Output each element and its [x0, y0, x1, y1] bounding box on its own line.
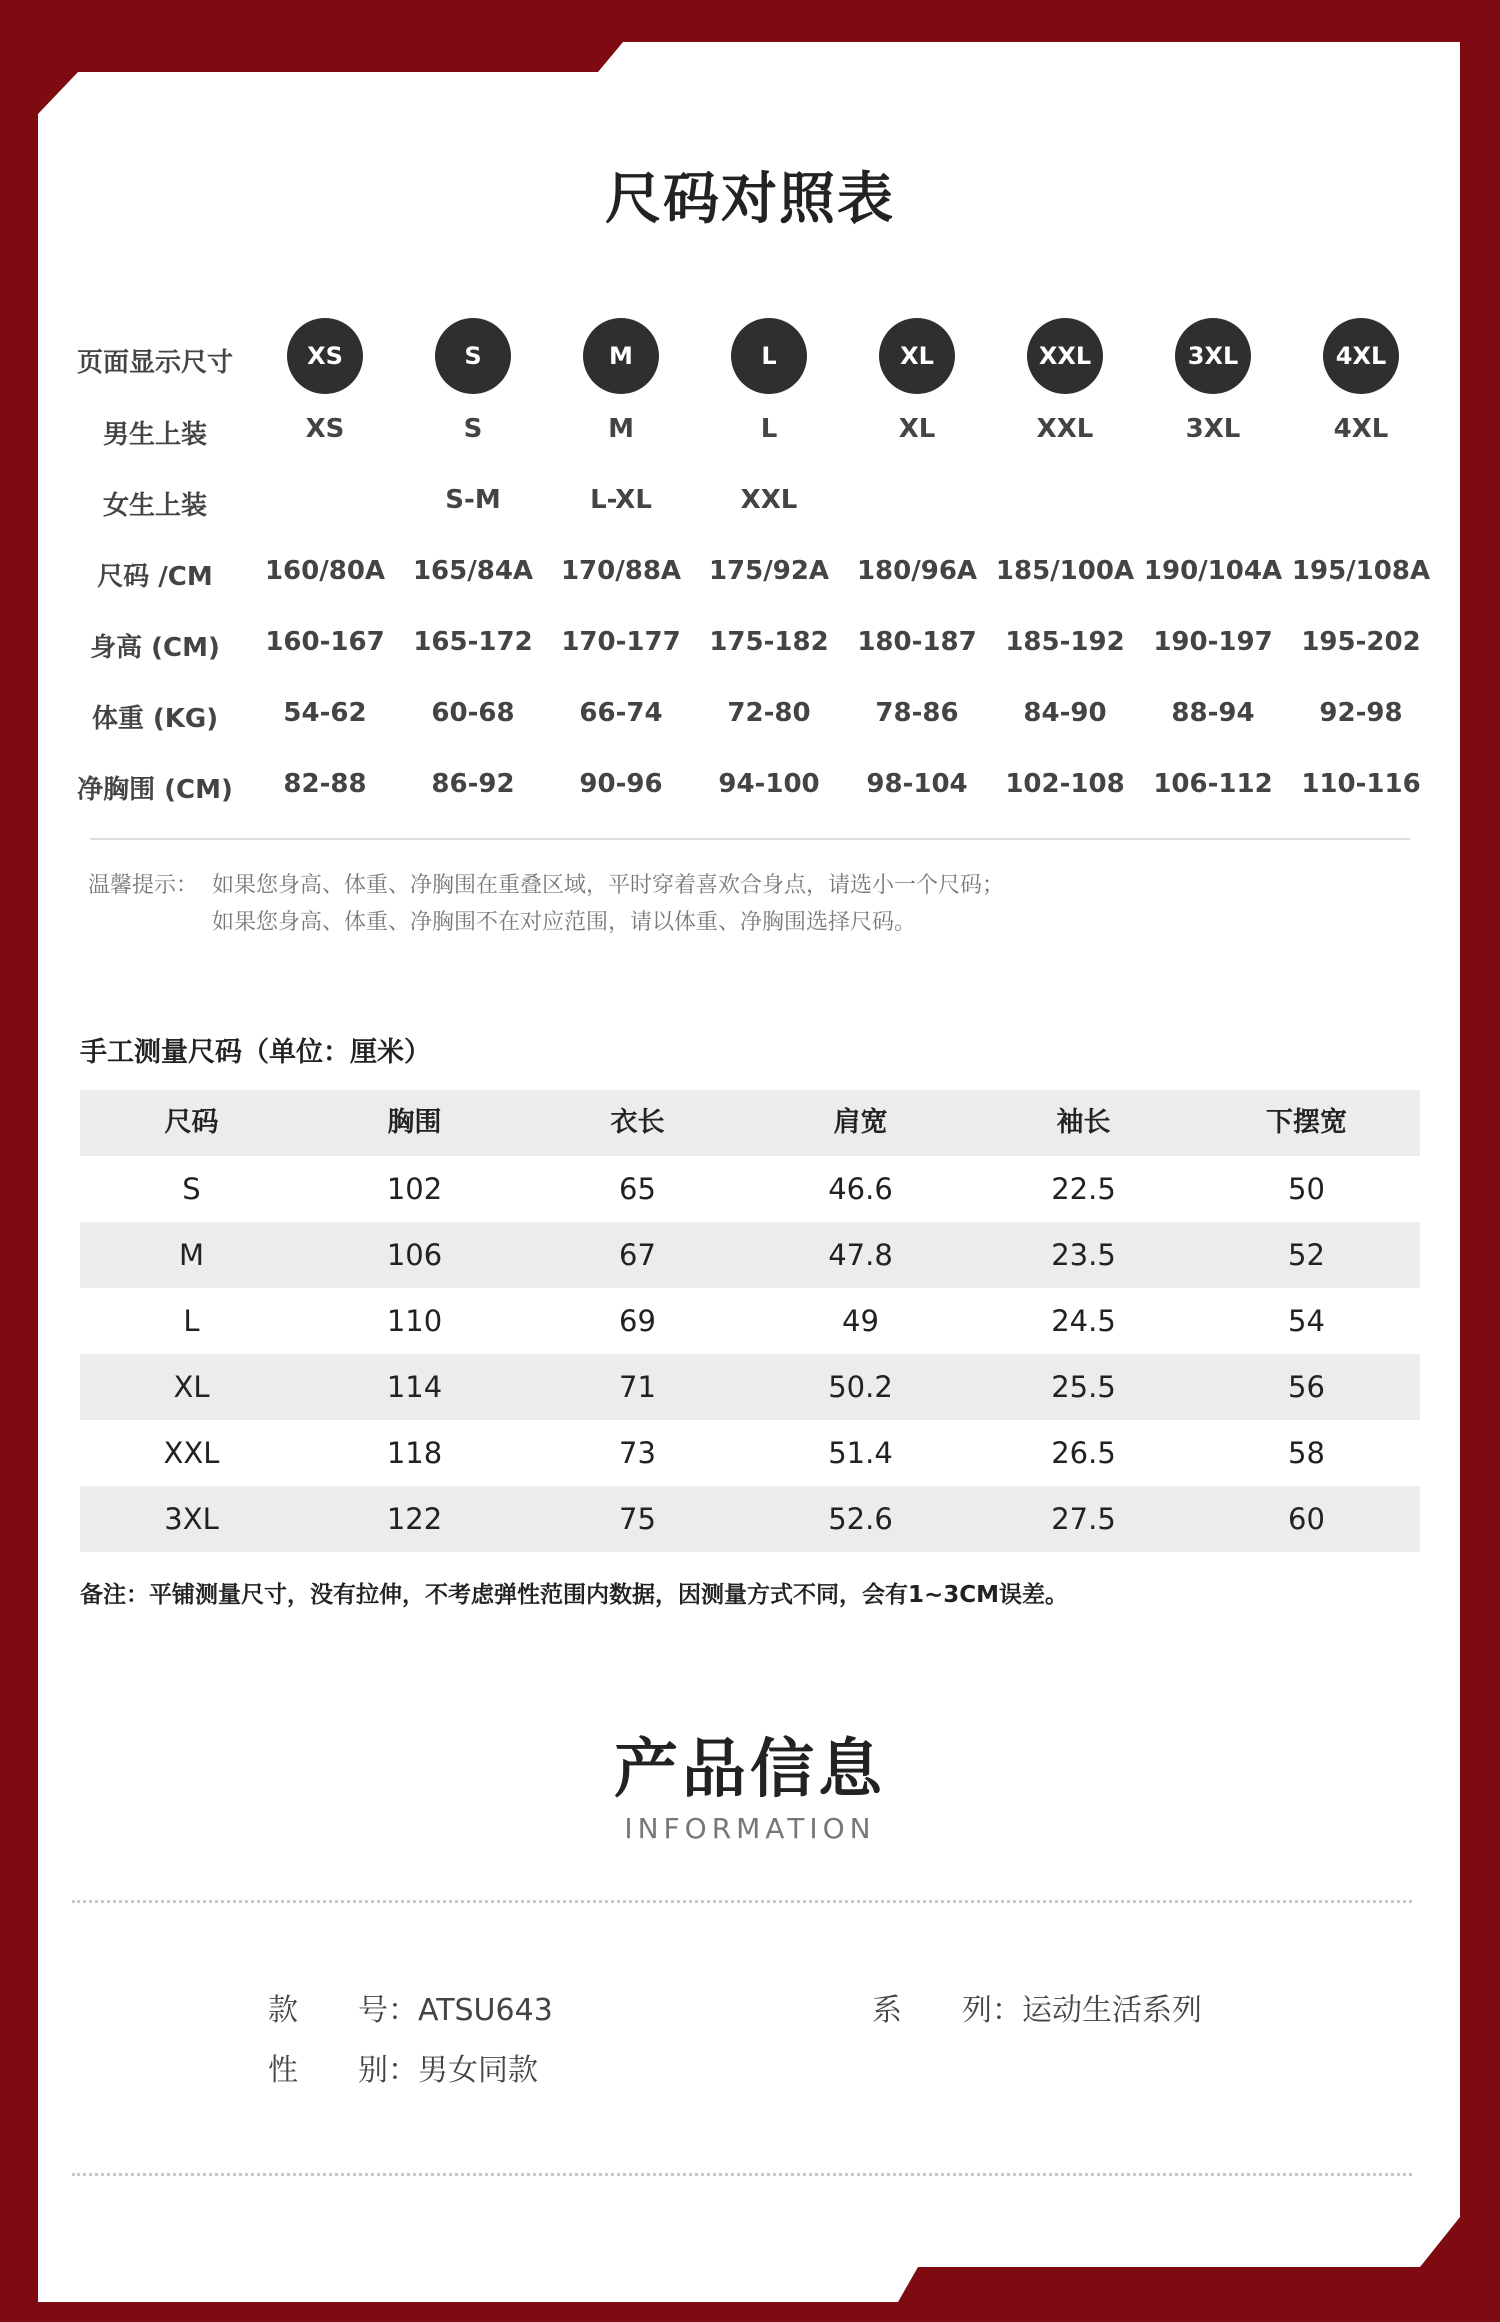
table-cell: 27.5 — [1051, 1502, 1116, 1536]
men-tops-cell: XL — [898, 414, 936, 444]
measurement-note: 备注：平铺测量尺寸，没有拉伸，不考虑弹性范围内数据，因测量方式不同，会有1~3CM误差。 — [80, 1582, 1069, 1608]
men-tops-cell: L — [760, 414, 778, 444]
table-cell: 46.6 — [828, 1172, 893, 1206]
table-cell: 110 — [386, 1304, 443, 1338]
height-cell: 165-172 — [413, 627, 533, 657]
weight-cell: 60-68 — [431, 698, 515, 728]
table-cell: 3XL — [164, 1502, 219, 1536]
size-badge-m: M — [583, 318, 659, 394]
size-cm-cell: 165/84A — [412, 556, 534, 586]
women-tops-cell: L-XL — [590, 485, 652, 515]
size-badge-s: S — [435, 318, 511, 394]
row-label-weight: 体重 (KG) — [91, 704, 219, 734]
size-cm-cell: 180/96A — [856, 556, 978, 586]
table-cell: L — [183, 1304, 200, 1338]
info-title: 产品信息 — [614, 1733, 886, 1807]
row-label-size-cm: 尺码 /CM — [97, 562, 213, 592]
table-cell: 102 — [386, 1172, 443, 1206]
table-cell: 73 — [619, 1436, 656, 1470]
table-cell: XL — [173, 1370, 210, 1404]
table-cell: 60 — [1288, 1502, 1325, 1536]
table-cell: 25.5 — [1051, 1370, 1116, 1404]
table-cell: 65 — [619, 1172, 656, 1206]
table-cell: 122 — [386, 1502, 443, 1536]
height-cell: 160-167 — [265, 627, 385, 657]
size-chart-title: 尺码对照表 — [605, 167, 895, 232]
chest-cell: 90-96 — [579, 769, 663, 799]
size-cm-cell: 190/104A — [1143, 556, 1283, 586]
table-row — [80, 1288, 1420, 1354]
table-header-cell: 肩宽 — [833, 1107, 888, 1138]
men-tops-cell: XXL — [1036, 414, 1094, 444]
weight-cell: 72-80 — [727, 698, 811, 728]
height-cell: 180-187 — [857, 627, 977, 657]
height-cell: 170-177 — [561, 627, 681, 657]
men-tops-cell: M — [608, 414, 634, 444]
table-cell: 49 — [842, 1304, 879, 1338]
table-cell: 47.8 — [828, 1238, 893, 1272]
size-badge-xl: XL — [879, 318, 955, 394]
size-badge-xs: XS — [287, 318, 363, 394]
table-row — [80, 1354, 1420, 1420]
table-cell: 54 — [1288, 1304, 1325, 1338]
weight-cell: 78-86 — [875, 698, 959, 728]
table-row — [80, 1420, 1420, 1486]
table-cell: S — [182, 1172, 201, 1206]
style-number-label: 款 号： — [268, 1993, 418, 2028]
women-tops-cell: XXL — [740, 485, 798, 515]
women-tops-cell: S-M — [445, 485, 501, 515]
chest-cell: 106-112 — [1153, 769, 1273, 799]
series — [872, 1985, 1202, 2029]
style-number-value: ATSU643 — [418, 1993, 553, 2028]
table-header-cell: 胸围 — [387, 1107, 442, 1138]
size-badge-l: L — [731, 318, 807, 394]
divider — [90, 838, 1410, 840]
dotted-divider-top — [72, 1900, 1412, 1903]
weight-cell: 92-98 — [1319, 698, 1403, 728]
men-tops-cell: 3XL — [1185, 414, 1241, 444]
table-cell: 23.5 — [1051, 1238, 1116, 1272]
weight-cell: 88-94 — [1171, 698, 1255, 728]
gender-label: 性 别： — [268, 2053, 418, 2088]
chest-cell: 98-104 — [866, 769, 968, 799]
size-cm-cell: 195/108A — [1291, 556, 1431, 586]
height-cell: 175-182 — [709, 627, 829, 657]
measurement-title: 手工测量尺码（单位：厘米） — [80, 1037, 431, 1068]
series-label: 系 列： — [872, 1993, 1022, 2028]
style-number — [268, 1985, 553, 2029]
table-cell: 67 — [619, 1238, 656, 1272]
row-label-display-size: 页面显示尺寸 — [76, 348, 233, 378]
gender-value: 男女同款 — [418, 2053, 538, 2088]
size-badge-3xl: 3XL — [1175, 318, 1251, 394]
weight-cell: 54-62 — [283, 698, 367, 728]
chest-cell: 110-116 — [1301, 769, 1421, 799]
chest-cell: 102-108 — [1005, 769, 1125, 799]
chest-cell: 94-100 — [718, 769, 820, 799]
weight-cell: 84-90 — [1023, 698, 1107, 728]
tip-line-2: 如果您身高、体重、净胸围不在对应范围，请以体重、净胸围选择尺码。 — [212, 910, 917, 935]
table-cell: 118 — [386, 1436, 443, 1470]
info-subtitle: INFORMATION — [624, 1812, 876, 1845]
table-cell: M — [178, 1238, 205, 1272]
series-value: 运动生活系列 — [1022, 1993, 1202, 2028]
gender — [268, 2045, 538, 2089]
table-header-row — [80, 1090, 1420, 1156]
table-cell: 52.6 — [828, 1502, 893, 1536]
row-label-women-tops: 女生上装 — [102, 491, 207, 521]
table-cell: XXL — [163, 1436, 220, 1470]
table-row — [80, 1156, 1420, 1222]
height-cell: 185-192 — [1005, 627, 1125, 657]
dotted-divider-bottom — [72, 2173, 1412, 2176]
row-label-chest: 净胸围 (CM) — [77, 775, 233, 805]
table-cell: 22.5 — [1051, 1172, 1116, 1206]
table-cell: 50.2 — [828, 1370, 893, 1404]
tip-prefix: 温馨提示： — [88, 873, 199, 898]
size-cm-cell: 175/92A — [708, 556, 830, 586]
tip-line-1: 如果您身高、体重、净胸围在重叠区域，平时穿着喜欢合身点，请选小一个尺码； — [212, 873, 1005, 898]
men-tops-cell: XS — [305, 414, 345, 444]
table-header-cell: 尺码 — [164, 1107, 219, 1138]
men-tops-cell: 4XL — [1333, 414, 1389, 444]
height-cell: 190-197 — [1153, 627, 1273, 657]
size-cm-cell: 185/100A — [995, 556, 1135, 586]
size-badge-xxl: XXL — [1027, 318, 1103, 394]
chest-cell: 82-88 — [283, 769, 367, 799]
table-cell: 58 — [1288, 1436, 1325, 1470]
table-header-cell: 衣长 — [610, 1107, 665, 1138]
table-cell: 26.5 — [1051, 1436, 1116, 1470]
row-label-men-tops: 男生上装 — [102, 420, 207, 450]
table-cell: 52 — [1288, 1238, 1325, 1272]
table-header-cell: 袖长 — [1056, 1107, 1111, 1138]
table-cell: 106 — [386, 1238, 443, 1272]
men-tops-cell: S — [463, 414, 483, 444]
weight-cell: 66-74 — [579, 698, 663, 728]
size-cm-cell: 170/88A — [560, 556, 682, 586]
size-cm-cell: 160/80A — [264, 556, 386, 586]
table-cell: 56 — [1288, 1370, 1325, 1404]
table-cell: 75 — [619, 1502, 656, 1536]
table-cell: 69 — [619, 1304, 656, 1338]
size-badge-4xl: 4XL — [1323, 318, 1399, 394]
table-cell: 71 — [619, 1370, 656, 1404]
table-row — [80, 1222, 1420, 1288]
table-cell: 51.4 — [828, 1436, 893, 1470]
table-cell: 50 — [1288, 1172, 1325, 1206]
height-cell: 195-202 — [1301, 627, 1421, 657]
row-label-height: 身高 (CM) — [90, 633, 220, 663]
table-row — [80, 1486, 1420, 1552]
chest-cell: 86-92 — [431, 769, 515, 799]
table-header-cell: 下摆宽 — [1266, 1107, 1347, 1138]
table-cell: 114 — [386, 1370, 443, 1404]
table-cell: 24.5 — [1051, 1304, 1116, 1338]
